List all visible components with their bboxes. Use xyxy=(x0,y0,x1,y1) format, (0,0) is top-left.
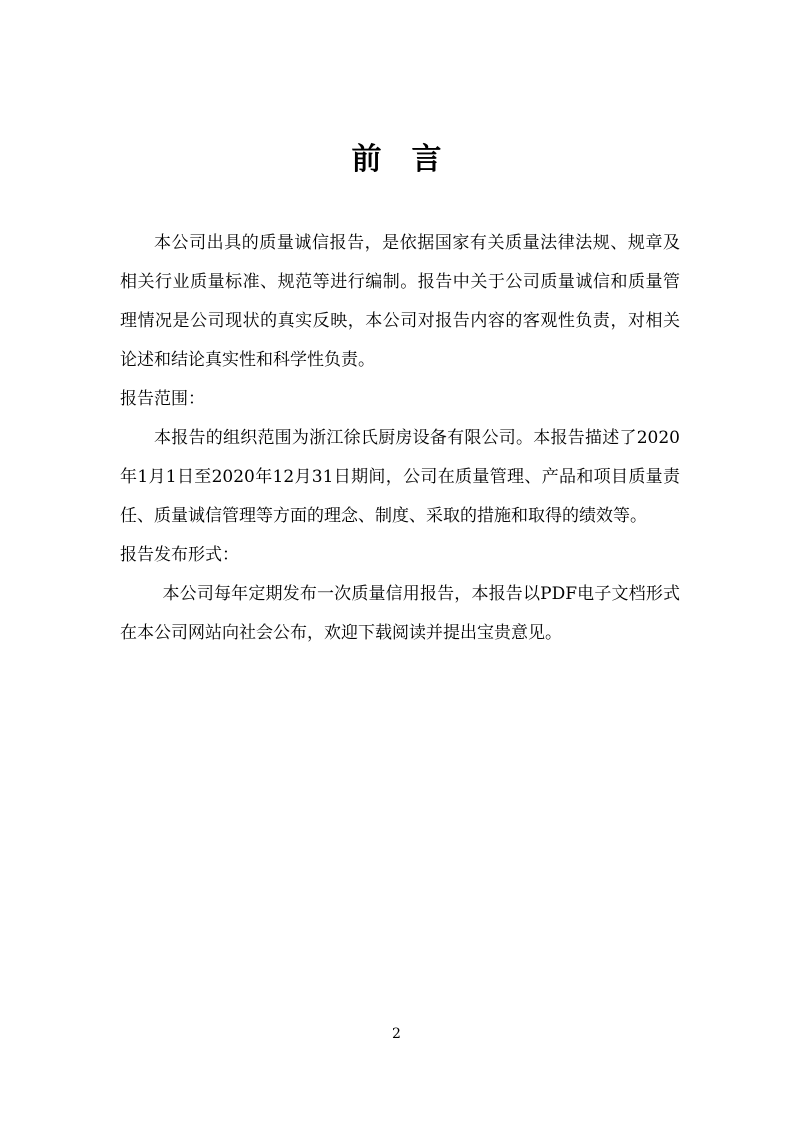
intro-paragraph: 本公司出具的质量诚信报告，是依据国家有关质量法律法规、规章及相关行业质量标准、规范等进行编制。报告中关于公司质量诚信和质量管理情况是公司现状的真实反映，本公司对报告内容的客观性负责，对相关论述和结论真实性和科学性负责。 xyxy=(120,233,680,370)
page-title: 前言 xyxy=(351,142,472,177)
release-heading: 报告发布形式： xyxy=(120,545,239,565)
document-body xyxy=(120,224,680,653)
scope-paragraph: 本报告的组织范围为浙江徐氏厨房设备有限公司。本报告描述了2020年1月1日至2020年12月31日期间，公司在质量管理、产品和项目质量责任、质量诚信管理等方面的理念、制度、采取的措施和取得的绩效等。 xyxy=(120,428,680,526)
scope-heading: 报告范围： xyxy=(120,389,205,409)
page-number: 2 xyxy=(392,1026,401,1042)
release-paragraph: 本公司每年定期发布一次质量信用报告，本报告以PDF电子文档形式在本公司网站向社会公布，欢迎下载阅读并提出宝贵意见。 xyxy=(120,584,680,643)
